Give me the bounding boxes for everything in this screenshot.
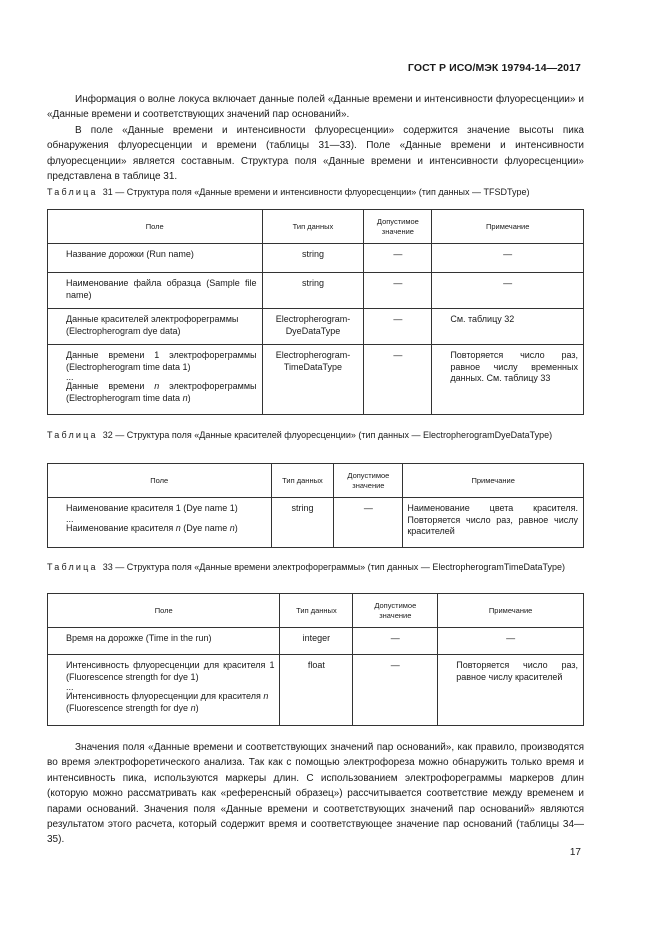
table32-header-value: Допустимое значение <box>334 464 403 498</box>
table-row <box>48 273 584 309</box>
table-row <box>48 628 584 655</box>
field-cell: Время на дорожке (Time in the run) <box>48 628 280 655</box>
note-cell: — <box>432 244 584 273</box>
outro-text <box>47 740 584 848</box>
note-cell: — <box>438 628 584 655</box>
field-cell <box>48 345 263 415</box>
field-var: n <box>154 381 160 391</box>
table31-header-type: Тип данных <box>262 210 364 244</box>
table32-caption <box>47 429 584 442</box>
type-cell: float <box>280 655 353 726</box>
field-text: ) <box>187 392 191 403</box>
table33-caption-prefix: Таблица <box>47 562 98 572</box>
table31-header-value: Допустимое значение <box>364 210 432 244</box>
type-cell: string <box>262 273 364 309</box>
table32-caption-text: 32 — Структура поля «Данные красителей флуоресценции» (тип данных — ElectropherogramDyeDataType) <box>102 430 553 440</box>
table-row <box>48 655 584 726</box>
table33-header-row <box>48 594 584 628</box>
table31-header-field: Поле <box>48 210 263 244</box>
page-number: 17 <box>569 847 581 858</box>
type-cell: integer <box>280 628 353 655</box>
table33-header-field: Поле <box>48 594 280 628</box>
field-cell <box>48 498 272 548</box>
document-header: ГОСТ Р ИСО/МЭК 19794-14—2017 <box>407 62 581 74</box>
field-line-first: Наименование красителя 1 (Dye name 1) <box>66 503 238 513</box>
table31-caption-text: 31 — Структура поля «Данные времени и интенсивности флуоресценции» (тип данных — TFSDType) <box>102 187 530 197</box>
table33-header-note: Примечание <box>438 594 584 628</box>
table31 <box>47 209 584 415</box>
intro-paragraph-2: В поле «Данные времени и интенсивности флуоресценции» содержится значение высоты пика обнаружения флуоресценции и времени (таблицы 31—33). Поле «Данные времени и интенсивности флуоресценции» является составным. Структура поля «Данные времени и интенсивности флуоресценции» представлена в таблице 31. <box>47 124 584 183</box>
value-cell: — <box>353 628 438 655</box>
field-line-last <box>66 691 274 714</box>
field-line-first: Интенсивность флуоресценции для красителя 1 (Fluorescence strength for dye 1) <box>66 660 275 682</box>
table31-caption <box>47 186 584 199</box>
field-var: n <box>190 702 196 713</box>
table32-header-field: Поле <box>48 464 272 498</box>
table-row <box>48 309 584 345</box>
field-var: n <box>182 392 188 403</box>
table33 <box>47 593 584 726</box>
table31-caption-prefix: Таблица <box>47 187 98 197</box>
note-cell: См. таблицу 32 <box>432 309 584 345</box>
field-text: ) <box>234 522 238 533</box>
type-cell: string <box>262 244 364 273</box>
note-cell: — <box>432 273 584 309</box>
table33-caption-text: 33 — Структура поля «Данные времени электрофореграммы» (тип данных — ElectropherogramTimeDataType) <box>102 562 566 572</box>
field-var: n <box>175 522 181 533</box>
table31-header-row <box>48 210 584 244</box>
value-cell: — <box>353 655 438 726</box>
outro-paragraph: Значения поля «Данные времени и соответствующих значений пар оснований», как правило, производятся во время электрофоретического анализа. Так как с помощью электрофореза можно обнаружить только время и интенсивность пика, используются маркеры длин. С использованием электрофореграммы маркеров длин (которую можно рассматривать как «референсный образец») рассчитывается соответствие между временем и парами оснований. Значения поля «Данные времени и соответствующих значений пар оснований» являются результатом этого расчета, который содержит время и соответствующее значение пар оснований (таблицы 34—35). <box>47 742 584 846</box>
table33-caption <box>47 561 584 574</box>
field-line-last <box>66 523 266 535</box>
field-text: Наименование красителя <box>66 522 176 533</box>
table32-caption-prefix: Таблица <box>47 430 98 440</box>
table32-header-row <box>48 464 584 498</box>
field-text: (Fluorescence strength for dye <box>66 702 191 713</box>
table31-header-note: Примечание <box>432 210 584 244</box>
field-cell <box>48 655 280 726</box>
table32-header-type: Тип данных <box>271 464 334 498</box>
table33-header-value: Допустимое значение <box>353 594 438 628</box>
value-cell: — <box>364 244 432 273</box>
field-text: (Dye name <box>180 522 230 533</box>
field-text: Интенсивность флуоресценции для красителя <box>66 691 264 701</box>
field-cell: Данные красителей электрофореграммы (Electropherogram dye data) <box>48 309 263 345</box>
table-row <box>48 345 584 415</box>
field-line-first: Данные времени 1 электрофореграммы (Electropherogram time data 1) <box>66 350 257 372</box>
value-cell: — <box>364 345 432 415</box>
type-cell: Electropherogram-DyeDataType <box>262 309 364 345</box>
value-cell: — <box>364 309 432 345</box>
field-var: n <box>263 691 269 701</box>
note-cell: Повторяется число раз, равное числу временных данных. См. таблицу 33 <box>432 345 584 415</box>
table33-header-type: Тип данных <box>280 594 353 628</box>
note-cell: Наименование цвета красителя. Повторяется число раз, равное числу красителей <box>403 498 584 548</box>
intro-text <box>47 92 584 184</box>
value-cell: — <box>364 273 432 309</box>
field-line-last <box>66 381 257 404</box>
value-cell: — <box>334 498 403 548</box>
field-text: ) <box>195 702 199 713</box>
table32-header-note: Примечание <box>403 464 584 498</box>
field-var: n <box>229 522 235 533</box>
type-cell: Electropherogram-TimeDataType <box>262 345 364 415</box>
note-cell: Повторяется число раз, равное числу красителей <box>438 655 584 726</box>
field-ellipsis: ... <box>66 372 74 382</box>
field-ellipsis: ... <box>66 513 74 524</box>
field-text: электрофореграммы (Electropherogram time data <box>66 381 257 403</box>
intro-paragraph-1: Информация о волне локуса включает данные полей «Данные времени и интенсивности флуоресценции» и «Данные времени и соответствующих значений пар оснований». <box>47 94 584 121</box>
table-row <box>48 244 584 273</box>
table-row <box>48 498 584 548</box>
table32 <box>47 463 584 548</box>
type-cell: string <box>271 498 334 548</box>
field-text: Данные времени <box>66 381 155 391</box>
field-cell: Название дорожки (Run name) <box>48 244 263 273</box>
field-cell: Наименование файла образца (Sample file name) <box>48 273 263 309</box>
field-ellipsis: ... <box>66 682 74 692</box>
